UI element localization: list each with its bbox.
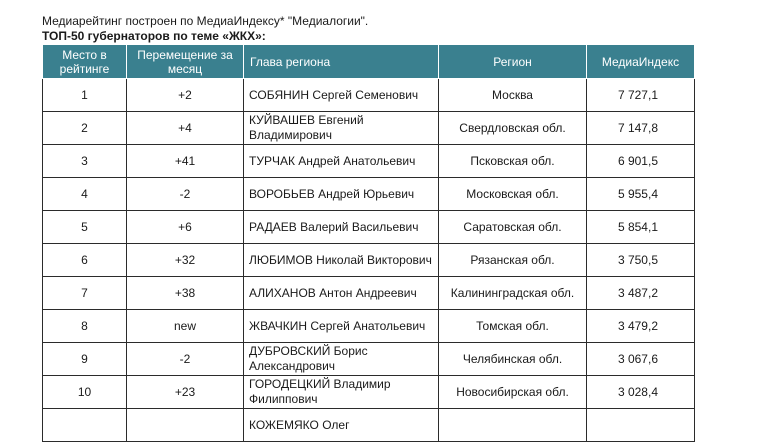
header-move: Перемещение за месяц bbox=[127, 45, 244, 79]
cell-mediaindex: 3 487,2 bbox=[587, 277, 695, 310]
cell-governor: АЛИХАНОВ Антон Андреевич bbox=[244, 277, 439, 310]
cell-place: 1 bbox=[43, 79, 127, 112]
cell-governor: КОЖЕМЯКО Олег bbox=[244, 409, 439, 442]
table-row bbox=[43, 145, 695, 178]
cell-region: Свердловская обл. bbox=[439, 112, 587, 145]
table-row bbox=[43, 343, 695, 376]
table-row bbox=[43, 112, 695, 145]
governors-rating-table bbox=[42, 44, 695, 442]
cell-governor: ГОРОДЕЦКИЙ Владимир Филиппович bbox=[244, 376, 439, 409]
cell-governor: ЖВАЧКИН Сергей Анатольевич bbox=[244, 310, 439, 343]
table-row bbox=[43, 277, 695, 310]
rating-heading: ТОП-50 губернаторов по теме «ЖКХ»: bbox=[42, 29, 266, 43]
cell-region: Новосибирская обл. bbox=[439, 376, 587, 409]
cell-mediaindex: 3 028,4 bbox=[587, 376, 695, 409]
table-row bbox=[43, 79, 695, 112]
table-row bbox=[43, 310, 695, 343]
cell-place: 10 bbox=[43, 376, 127, 409]
table-row bbox=[43, 211, 695, 244]
cell-governor: ВОРОБЬЕВ Андрей Юрьевич bbox=[244, 178, 439, 211]
cell-move: +23 bbox=[127, 376, 244, 409]
cell-mediaindex: 7 147,8 bbox=[587, 112, 695, 145]
cell-move: +32 bbox=[127, 244, 244, 277]
cell-mediaindex: 6 901,5 bbox=[587, 145, 695, 178]
table-header-row bbox=[43, 45, 695, 79]
cell-mediaindex: 5 955,4 bbox=[587, 178, 695, 211]
cell-move: +4 bbox=[127, 112, 244, 145]
rating-intro-text: Медиарейтинг построен по МедиаИндексу* "Медиалогии". bbox=[42, 14, 369, 28]
cell-move bbox=[127, 409, 244, 442]
cell-governor: РАДАЕВ Валерий Васильевич bbox=[244, 211, 439, 244]
cell-mediaindex: 5 854,1 bbox=[587, 211, 695, 244]
cell-region: Челябинская обл. bbox=[439, 343, 587, 376]
cell-region: Псковская обл. bbox=[439, 145, 587, 178]
cell-place: 8 bbox=[43, 310, 127, 343]
cell-mediaindex bbox=[587, 409, 695, 442]
cell-move: new bbox=[127, 310, 244, 343]
cell-place: 4 bbox=[43, 178, 127, 211]
header-governor: Глава региона bbox=[244, 45, 439, 79]
header-place: Место в рейтинге bbox=[43, 45, 127, 79]
header-region: Регион bbox=[439, 45, 587, 79]
cell-place: 2 bbox=[43, 112, 127, 145]
cell-governor: КУЙВАШЕВ Евгений Владимирович bbox=[244, 112, 439, 145]
header-mediaindex: МедиаИндекс bbox=[587, 45, 695, 79]
cell-move: +2 bbox=[127, 79, 244, 112]
cell-place: 3 bbox=[43, 145, 127, 178]
cell-place: 5 bbox=[43, 211, 127, 244]
table-row bbox=[43, 178, 695, 211]
cell-place: 7 bbox=[43, 277, 127, 310]
cell-mediaindex: 3 479,2 bbox=[587, 310, 695, 343]
cell-mediaindex: 3 750,5 bbox=[587, 244, 695, 277]
cell-move: +6 bbox=[127, 211, 244, 244]
table-row bbox=[43, 409, 695, 442]
cell-region: Саратовская обл. bbox=[439, 211, 587, 244]
cell-governor: ЛЮБИМОВ Николай Викторович bbox=[244, 244, 439, 277]
cell-place bbox=[43, 409, 127, 442]
table-body bbox=[43, 79, 695, 442]
cell-move: -2 bbox=[127, 343, 244, 376]
cell-mediaindex: 7 727,1 bbox=[587, 79, 695, 112]
table-row bbox=[43, 244, 695, 277]
cell-move: +41 bbox=[127, 145, 244, 178]
cell-region bbox=[439, 409, 587, 442]
cell-region: Москва bbox=[439, 79, 587, 112]
cell-move: +38 bbox=[127, 277, 244, 310]
cell-place: 9 bbox=[43, 343, 127, 376]
cell-region: Калининградская обл. bbox=[439, 277, 587, 310]
cell-move: -2 bbox=[127, 178, 244, 211]
cell-governor: ДУБРОВСКИЙ Борис Александрович bbox=[244, 343, 439, 376]
cell-governor: ТУРЧАК Андрей Анатольевич bbox=[244, 145, 439, 178]
cell-region: Рязанская обл. bbox=[439, 244, 587, 277]
cell-mediaindex: 3 067,6 bbox=[587, 343, 695, 376]
cell-governor: СОБЯНИН Сергей Семенович bbox=[244, 79, 439, 112]
cell-place: 6 bbox=[43, 244, 127, 277]
table-row bbox=[43, 376, 695, 409]
cell-region: Томская обл. bbox=[439, 310, 587, 343]
cell-region: Московская обл. bbox=[439, 178, 587, 211]
